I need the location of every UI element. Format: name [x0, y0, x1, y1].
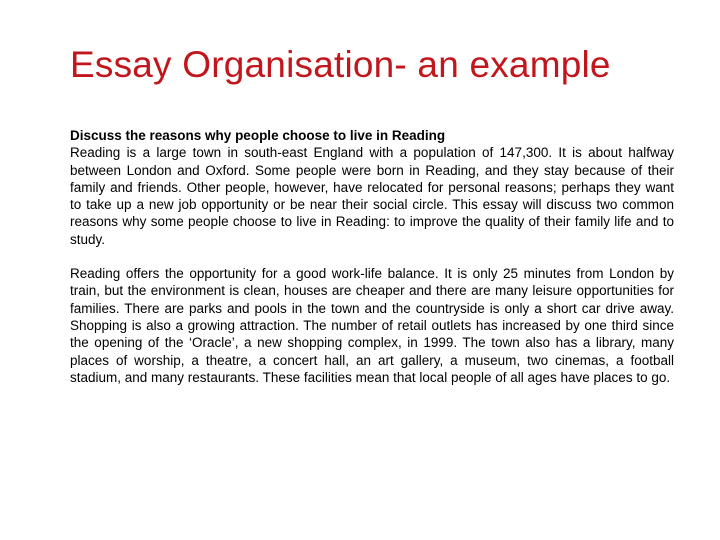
slide-title: Essay Organisation- an example: [70, 44, 611, 85]
intro-paragraph: Reading is a large town in south-east England with a population of 147,300. It is about halfway between London and Oxford. Some people were born in Reading, and they stay because of their family and friends. Other people, however, have relocated for personal reasons; perhaps they want to take up a new job opportunity or be near their social circle. This essay will discuss two common reasons why some people choose to live in Reading: to improve the quality of their family life and to study.: [70, 145, 674, 247]
body-paragraph: Reading offers the opportunity for a good work-life balance. It is only 25 minutes from London by train, but the environment is clean, houses are cheaper and there are many leisure opportunities for families. There are parks and pools in the town and the countryside is only a short car drive away. Shopping is also a growing attraction. The number of retail outlets has increased by one third since the opening of the ‘Oracle’, a new shopping complex, in 1999. The town also has a library, many places of worship, a theatre, a concert hall, an art gallery, a museum, two cinemas, a football stadium, and many restaurants. These facilities mean that local people of all ages have places to go.: [70, 266, 674, 385]
slide-body: [70, 127, 674, 386]
essay-question: Discuss the reasons why people choose to live in Reading: [70, 128, 446, 143]
paragraph-spacer: [70, 248, 674, 265]
